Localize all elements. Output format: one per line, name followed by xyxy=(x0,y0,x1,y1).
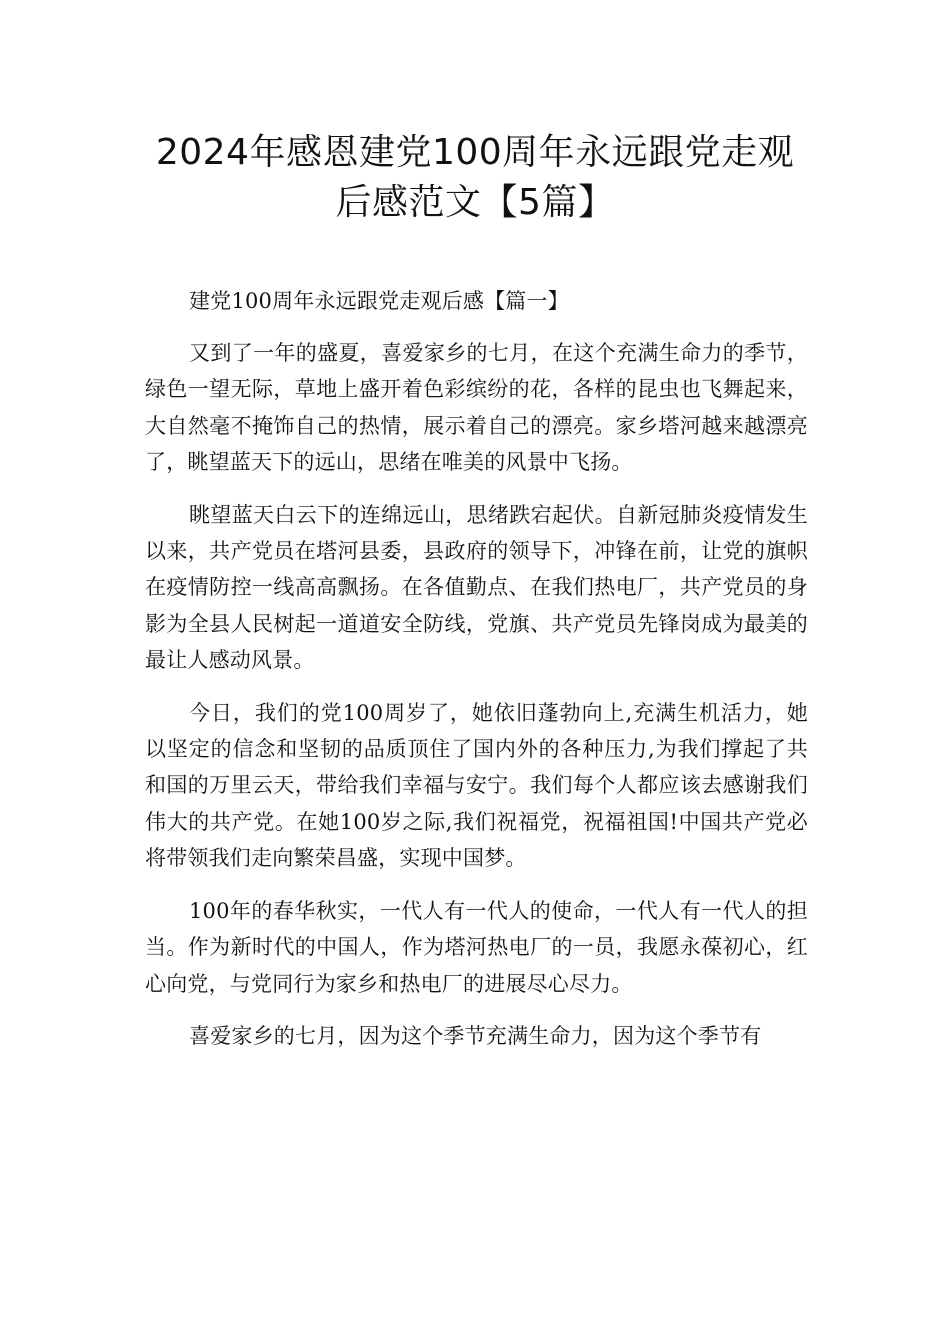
paragraph-3: 今日，我们的党100周岁了，她依旧蓬勃向上,充满生机活力，她以坚定的信念和坚韧的品质顶住了国内外的各种压力,为我们撑起了共和国的万里云天，带给我们幸福与安宁。我们每个人都应该去感谢我们伟大的共产党。在她100岁之际,我们祝福党，祝福祖国!中国共产党必将带领我们走向繁荣昌盛，实现中国梦。 xyxy=(145,700,808,871)
paragraph-2: 眺望蓝天白云下的连绵远山，思绪跌宕起伏。自新冠肺炎疫情发生以来，共产党员在塔河县委，县政府的领导下，冲锋在前，让党的旗帜在疫情防控一线高高飘扬。在各值勤点、在我们热电厂，共产党员的身影为全县人民树起一道道安全防线，党旗、共产党员先锋岗成为最美的最让人感动风景。 xyxy=(145,502,808,673)
paragraph-1: 又到了一年的盛夏，喜爱家乡的七月，在这个充满生命力的季节，绿色一望无际，草地上盛开着色彩缤纷的花，各样的昆虫也飞舞起来，大自然毫不掩饰自己的热情，展示着自己的漂亮。家乡塔河越来越漂亮了，眺望蓝天下的远山，思绪在唯美的风景中飞扬。 xyxy=(145,341,808,475)
section-heading: 建党100周年永远跟党走观后感【篇一】 xyxy=(189,289,569,313)
title-line-1: 2024年感恩建党100周年永远跟党走观 xyxy=(155,132,795,173)
paragraph-5: 喜爱家乡的七月，因为这个季节充满生命力，因为这个季节有 xyxy=(189,1023,762,1048)
paragraph-4: 100年的春华秋实，一代人有一代人的使命，一代人有一代人的担当。作为新时代的中国人，作为塔河热电厂的一员，我愿永葆初心，红心向党，与党同行为家乡和热电厂的进展尽心尽力。 xyxy=(145,898,808,996)
title-line-2: 后感范文【5篇】 xyxy=(335,182,615,223)
document-body xyxy=(145,283,808,1054)
document-title xyxy=(100,128,850,228)
